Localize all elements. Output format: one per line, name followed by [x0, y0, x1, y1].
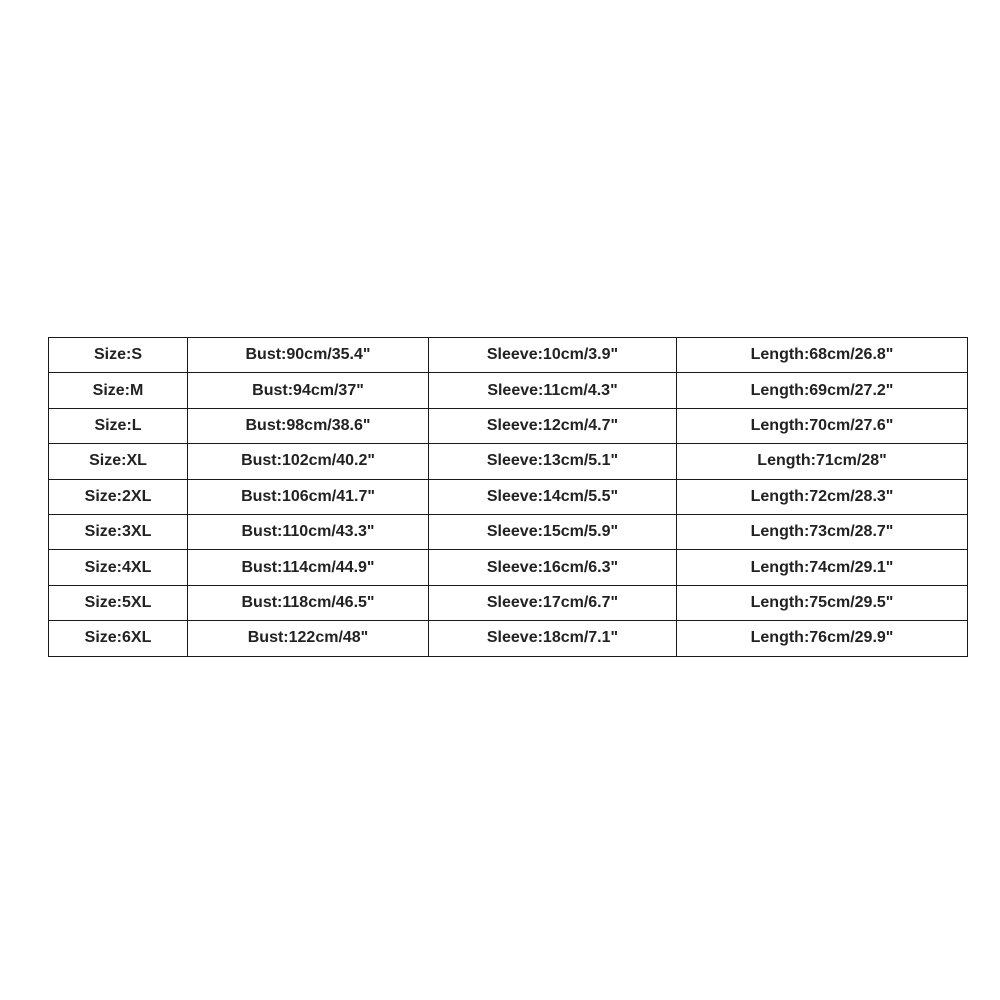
table-row	[49, 585, 968, 620]
table-row	[49, 373, 968, 408]
sleeve-cell: Sleeve:12cm/4.7"	[429, 408, 677, 443]
length-cell: Length:71cm/28"	[677, 444, 968, 479]
size-cell: Size:6XL	[49, 621, 188, 656]
sleeve-cell: Sleeve:11cm/4.3"	[429, 373, 677, 408]
length-cell: Length:74cm/29.1"	[677, 550, 968, 585]
size-cell: Size:5XL	[49, 585, 188, 620]
length-cell: Length:68cm/26.8"	[677, 338, 968, 373]
table-row	[49, 338, 968, 373]
bust-cell: Bust:102cm/40.2"	[188, 444, 429, 479]
length-cell: Length:69cm/27.2"	[677, 373, 968, 408]
length-cell: Length:70cm/27.6"	[677, 408, 968, 443]
sleeve-cell: Sleeve:16cm/6.3"	[429, 550, 677, 585]
sleeve-cell: Sleeve:15cm/5.9"	[429, 514, 677, 549]
size-cell: Size:XL	[49, 444, 188, 479]
bust-cell: Bust:106cm/41.7"	[188, 479, 429, 514]
length-cell: Length:76cm/29.9"	[677, 621, 968, 656]
sleeve-cell: Sleeve:13cm/5.1"	[429, 444, 677, 479]
size-chart-table	[48, 337, 968, 657]
length-cell: Length:73cm/28.7"	[677, 514, 968, 549]
table-row	[49, 550, 968, 585]
table-row	[49, 444, 968, 479]
sleeve-cell: Sleeve:17cm/6.7"	[429, 585, 677, 620]
size-cell: Size:4XL	[49, 550, 188, 585]
bust-cell: Bust:122cm/48"	[188, 621, 429, 656]
sleeve-cell: Sleeve:10cm/3.9"	[429, 338, 677, 373]
size-cell: Size:M	[49, 373, 188, 408]
length-cell: Length:75cm/29.5"	[677, 585, 968, 620]
table-row	[49, 514, 968, 549]
table-row	[49, 479, 968, 514]
size-cell: Size:2XL	[49, 479, 188, 514]
bust-cell: Bust:110cm/43.3"	[188, 514, 429, 549]
table-row	[49, 621, 968, 656]
sleeve-cell: Sleeve:14cm/5.5"	[429, 479, 677, 514]
bust-cell: Bust:118cm/46.5"	[188, 585, 429, 620]
size-cell: Size:L	[49, 408, 188, 443]
length-cell: Length:72cm/28.3"	[677, 479, 968, 514]
bust-cell: Bust:114cm/44.9"	[188, 550, 429, 585]
sleeve-cell: Sleeve:18cm/7.1"	[429, 621, 677, 656]
table-row	[49, 408, 968, 443]
size-cell: Size:S	[49, 338, 188, 373]
bust-cell: Bust:90cm/35.4"	[188, 338, 429, 373]
bust-cell: Bust:94cm/37"	[188, 373, 429, 408]
bust-cell: Bust:98cm/38.6"	[188, 408, 429, 443]
size-cell: Size:3XL	[49, 514, 188, 549]
size-chart-body	[49, 338, 968, 657]
